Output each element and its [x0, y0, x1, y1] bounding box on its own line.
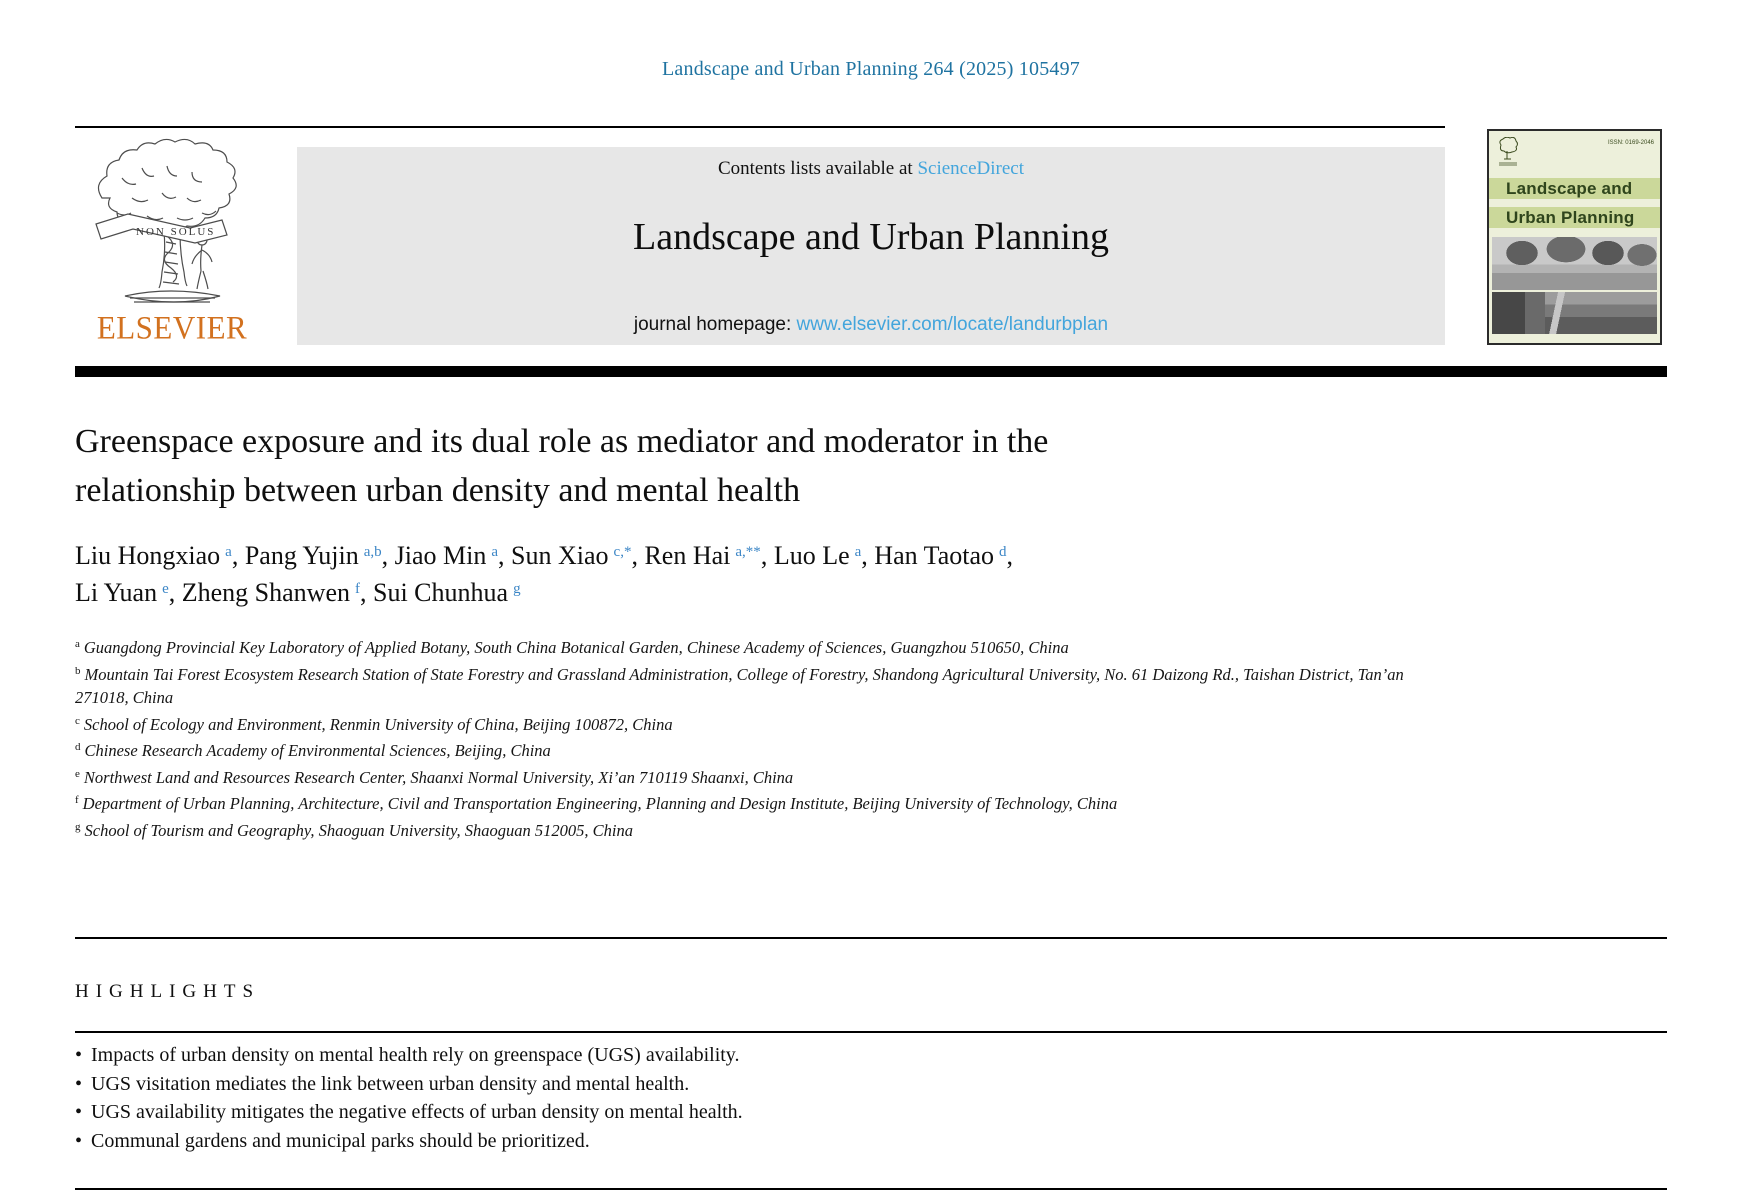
- author-name: Sun Xiao: [511, 541, 609, 570]
- homepage-url-link[interactable]: www.elsevier.com/locate/landurbplan: [796, 314, 1109, 335]
- affiliation-row: [75, 633, 1405, 660]
- highlight-item: • Communal gardens and municipal parks should be prioritized.: [75, 1127, 1375, 1156]
- author-affiliation-sup: a: [225, 544, 232, 560]
- affiliation-sup: d: [75, 741, 81, 753]
- author-separator: ,: [760, 541, 774, 570]
- highlights-list: [75, 1041, 1375, 1155]
- journal-masthead-box: [297, 147, 1445, 345]
- masthead-top-rule: [75, 126, 1445, 128]
- author-affiliation-sup: e: [162, 581, 169, 597]
- author-name: Liu Hongxiao: [75, 541, 221, 570]
- contents-line: [297, 158, 1445, 180]
- affiliation-text: Chinese Research Academy of Environmental Sciences, Beijing, China: [84, 741, 551, 760]
- article-title-line2: relationship between urban density and mental health: [75, 472, 801, 509]
- affiliation-row: [75, 736, 1405, 763]
- affiliation-row: [75, 816, 1405, 843]
- cover-title-line1: Landscape and: [1489, 178, 1660, 199]
- cover-photo-railway: [1492, 292, 1657, 334]
- author-name: Han Taotao: [874, 541, 995, 570]
- affiliations-list: [75, 633, 1405, 842]
- masthead-bottom-bar: [75, 366, 1667, 377]
- affiliation-text: School of Ecology and Environment, Renmin University of China, Beijing 100872, China: [83, 714, 673, 734]
- author-affiliation-sup: f: [355, 581, 360, 597]
- highlight-item: • Impacts of urban density on mental health rely on greenspace (UGS) availability.: [75, 1041, 1375, 1070]
- journal-cover-thumbnail: [1487, 129, 1662, 345]
- author-name: Jiao Min: [394, 541, 487, 570]
- affiliation-text: Mountain Tai Forest Ecosystem Research Station of State Forestry and Grassland Administration, College of Forestry, Shandong Agricultural University, No. 61 Daizong Rd., Taishan District, Tan’an 271018, China: [75, 664, 1404, 707]
- author-affiliation-sup: a: [491, 544, 499, 560]
- cover-title-line2: Urban Planning: [1489, 207, 1660, 228]
- journal-citation: Landscape and Urban Planning 264 (2025) 105497: [662, 58, 1080, 80]
- page-bottom-rule: [75, 1188, 1667, 1190]
- affiliation-row: [75, 710, 1405, 737]
- elsevier-logo: [62, 134, 282, 346]
- author-name: Luo Le: [773, 541, 850, 570]
- article-title: [75, 417, 1575, 515]
- authors-line2: [75, 578, 1635, 608]
- author-affiliation-sup: a,b: [363, 544, 382, 560]
- affiliation-sup: a: [75, 638, 80, 650]
- affiliation-sup: f: [75, 794, 79, 806]
- author-affiliation-sup: d: [999, 544, 1007, 560]
- author-affiliation-sup: a: [854, 544, 862, 560]
- sciencedirect-link[interactable]: ScienceDirect: [917, 158, 1025, 179]
- author-name: Ren Hai: [644, 541, 731, 570]
- author-separator: ,: [631, 541, 645, 570]
- author-name: Zheng Shanwen: [181, 578, 350, 607]
- author-separator: ,: [498, 541, 512, 570]
- affiliation-sup: e: [75, 767, 80, 780]
- author-separator: ,: [168, 578, 182, 607]
- cover-issn: ISSN: 0169-2046: [1607, 140, 1654, 146]
- journal-title: Landscape and Urban Planning: [633, 216, 1109, 258]
- author-name: Li Yuan: [75, 578, 158, 607]
- affiliation-text: School of Tourism and Geography, Shaoguan University, Shaoguan 512005, China: [84, 820, 633, 840]
- cover-top-row: [1495, 136, 1655, 172]
- affiliation-row: [75, 789, 1405, 816]
- highlights-top-rule: [75, 937, 1667, 939]
- author-separator: ,: [231, 541, 245, 570]
- affiliation-sup: c: [75, 714, 80, 727]
- article-title-line1: Greenspace exposure and its dual role as mediator and moderator in the: [75, 423, 1049, 460]
- affiliation-row: [75, 763, 1405, 790]
- author-separator: ,: [381, 541, 395, 570]
- author-affiliation-sup: c,*: [613, 544, 632, 560]
- elsevier-tree-icon: [70, 136, 274, 308]
- author-affiliation-sup: a,**: [735, 544, 761, 560]
- cover-elsevier-mark-icon: [1497, 137, 1519, 167]
- highlight-item: • UGS availability mitigates the negative effects of urban density on mental health.: [75, 1098, 1375, 1127]
- author-separator: ,: [360, 578, 373, 607]
- cover-photo-tree-road: [1492, 237, 1657, 290]
- affiliation-text: Department of Urban Planning, Architecture, Civil and Transportation Engineering, Planning and Design Institute, Beijing University of Technology, China: [82, 794, 1118, 813]
- affiliation-text: Guangdong Provincial Key Laboratory of Applied Botany, South China Botanical Garden, Chinese Academy of Sciences, Guangzhou 510650, China: [83, 638, 1069, 657]
- affiliation-row: [75, 660, 1405, 710]
- authors-line1: [75, 541, 1635, 571]
- affiliation-sup: b: [75, 664, 81, 677]
- highlights-divider-rule: [75, 1031, 1667, 1033]
- author-separator: ,: [861, 541, 875, 570]
- highlight-item: • UGS visitation mediates the link between urban density and mental health.: [75, 1070, 1375, 1099]
- contents-prefix-text: Contents lists available at: [717, 158, 918, 179]
- author-name: Sui Chunhua: [373, 578, 509, 607]
- author-name: Pang Yujin: [244, 541, 359, 570]
- author-affiliation-sup: g: [513, 581, 521, 597]
- homepage-line: [297, 314, 1445, 336]
- non-solus-text: NON SOLUS: [136, 226, 216, 238]
- affiliation-text: Northwest Land and Resources Research Center, Shaanxi Normal University, Xi’an 710119 Shaanxi, China: [83, 767, 794, 787]
- author-separator: ,: [1006, 541, 1014, 570]
- affiliation-sup: g: [75, 820, 81, 833]
- highlights-heading: HIGHLIGHTS: [75, 981, 261, 1002]
- homepage-label: journal homepage:: [633, 314, 797, 335]
- elsevier-wordmark: ELSEVIER: [96, 309, 248, 346]
